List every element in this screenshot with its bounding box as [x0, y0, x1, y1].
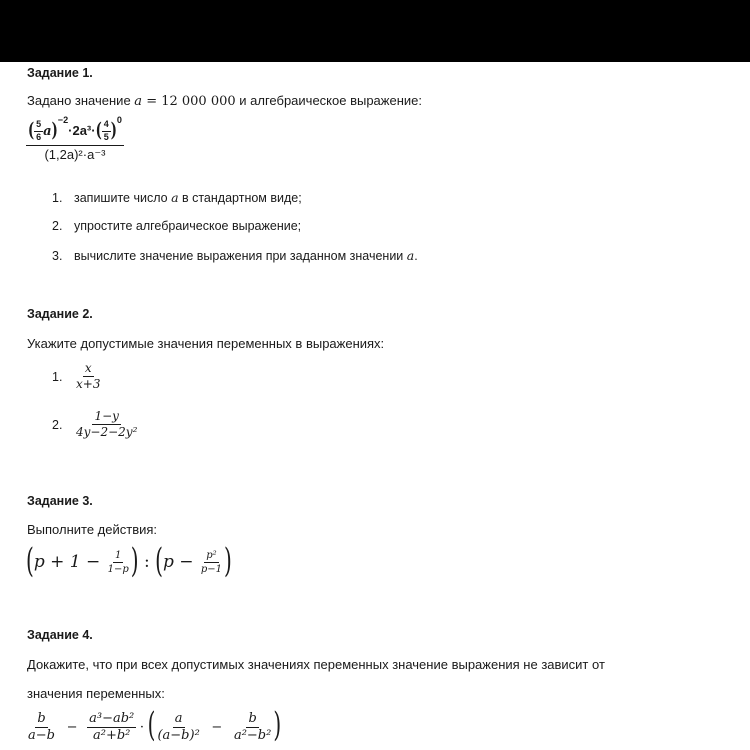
task3-frac-2: $\frac{\text{p²}}{p-1}$: [200, 550, 223, 576]
task1-value: = 12 000 000: [142, 94, 236, 109]
task3-frac-1: $\frac{1}{1-p}$: [107, 550, 129, 576]
task2-item-2: 2. $\frac{1-y}{\text{4y−2−2y²}}$: [52, 409, 138, 440]
task4-frac-3: $\frac{a}{\text{(a−b)²}}$: [157, 711, 200, 744]
task1-intro: [27, 93, 422, 109]
task1-item-3: 3. вычислите значение выражения при заданном значении a.: [52, 248, 418, 263]
task2-item-1: 1. $\frac{x}{x+3}$: [52, 361, 101, 392]
task3-title: Задание 3.: [27, 494, 93, 508]
task3-expression: (p + 1 − $\frac{1}{1-p}$ ) : (p − $\frac{\text{p²}}{p-1}$ ): [26, 539, 232, 581]
task1-title: Задание 1.: [27, 66, 93, 80]
task1-frac-4-5: $\frac{4}{5}$: [103, 119, 109, 142]
task2-intro: Укажите допустимые значения переменных в выражениях:: [27, 336, 385, 351]
task4-line-2: значения переменных:: [27, 686, 165, 701]
task4-frac-1: $\frac{b}{a-b}$: [28, 711, 55, 744]
task1-frac-5-6: $\frac{5}{6}$: [36, 119, 42, 142]
task1-main-fraction: [26, 114, 124, 162]
task4-title: Задание 4.: [27, 628, 93, 642]
task1-var-a: a: [134, 94, 143, 109]
task3-intro: Выполните действия:: [27, 522, 158, 537]
task1-main-numerator: ( $\frac{5}{6}$ a)$^{-2}$·2a³·( $\frac{4}{5}$ )$^0$: [26, 120, 124, 146]
task1-item-2: 2. упростите алгебраическое выражение;: [52, 219, 302, 233]
task4-line-1: Докажите, что при всех допустимых значениях переменных значение выражения не зависит от: [27, 657, 605, 672]
task1-item-1: 1. запишите число a в стандартном виде;: [52, 190, 302, 205]
task4-frac-2: $\frac{\text{a³−ab²}}{\text{a²+b²}}$: [89, 711, 135, 744]
task1-main-denominator: (1,2a)²·a⁻³: [44, 146, 106, 162]
task2-title: Задание 2.: [27, 307, 93, 321]
task1-expression: [26, 114, 124, 162]
document-page: [0, 62, 750, 750]
task2-fraction-1: $\frac{x}{x+3}$: [76, 361, 101, 392]
task1-intro-after: и алгебраическое выражение:: [235, 93, 422, 108]
task4-frac-4: $\frac{b}{\text{a²−b²}}$: [233, 711, 272, 744]
task2-fraction-2: $\frac{1-y}{\text{4y−2−2y²}}$: [76, 409, 138, 440]
task1-intro-before: Задано значение: [27, 93, 135, 108]
task4-expression: $\frac{b}{a-b}$ − $\frac{\text{a³−ab²}}{\text{a²+b²}}$ · ( $\frac{a}{\text{(a−b)²}}$ − $\frac{b}{\text{a²−b²}}$ ): [28, 703, 282, 745]
